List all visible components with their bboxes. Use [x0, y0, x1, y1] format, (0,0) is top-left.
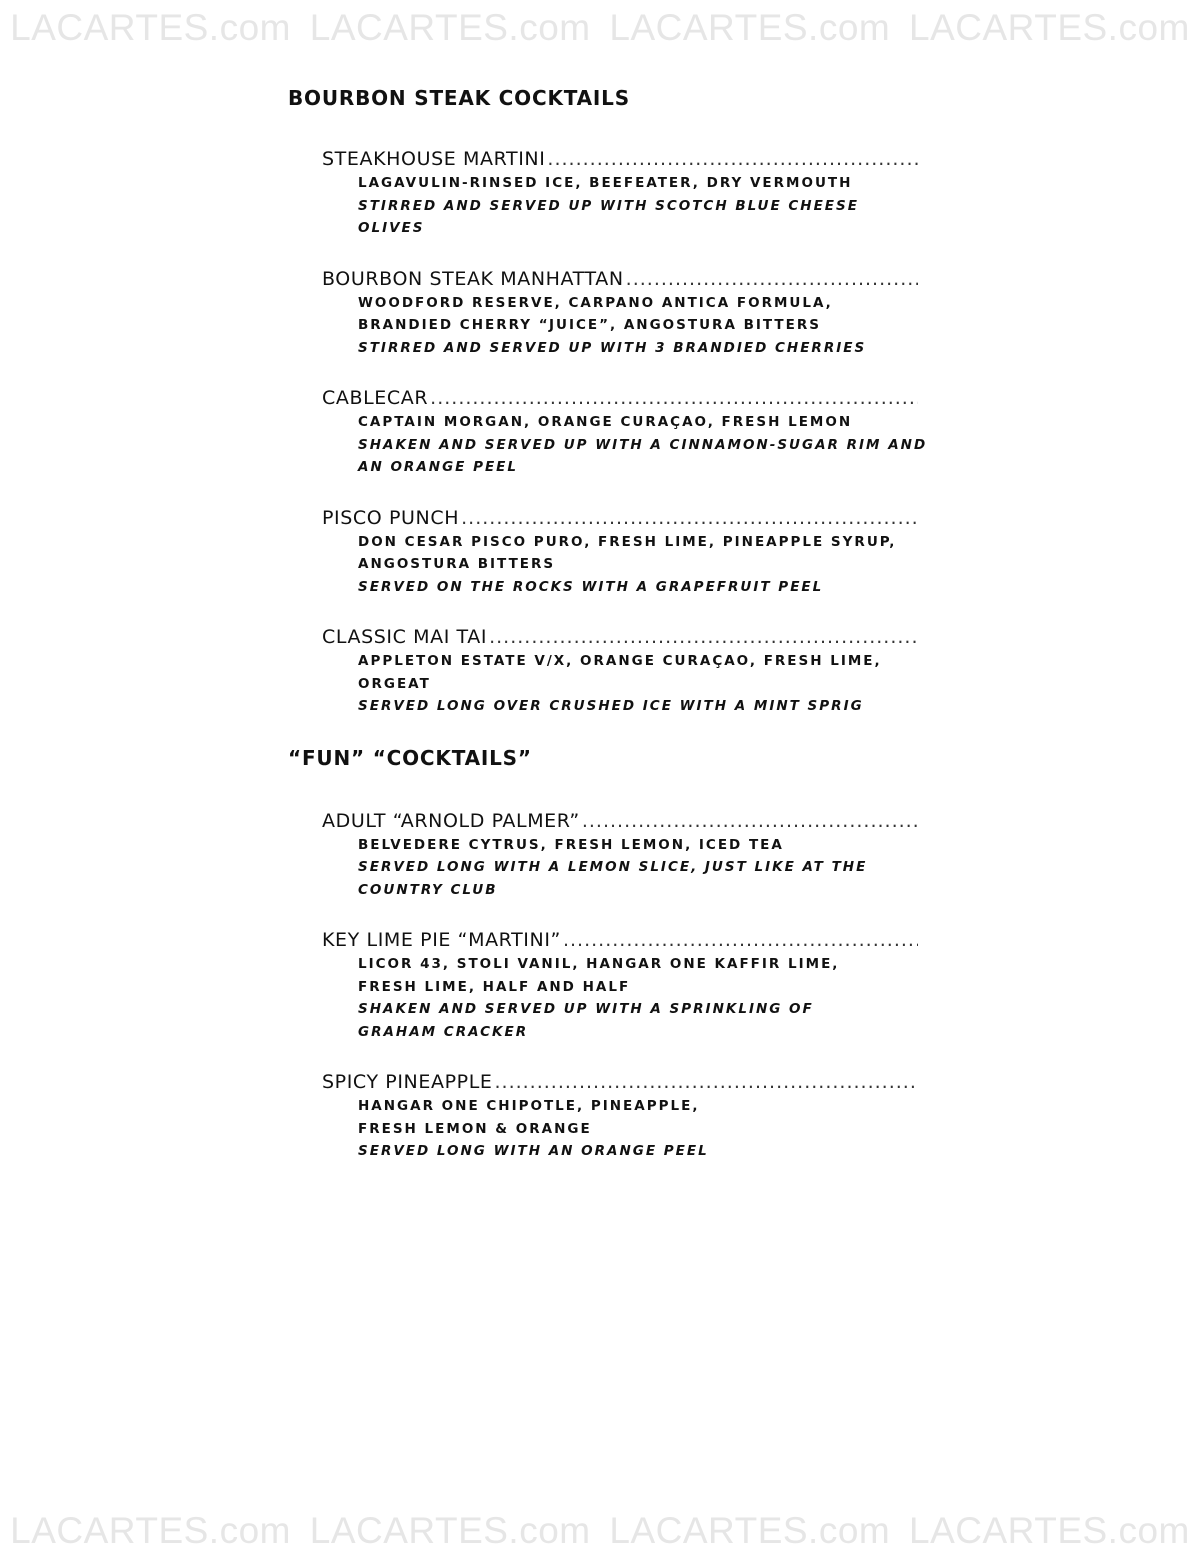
cocktail-menu — [288, 84, 948, 1189]
item-name: STEAKHOUSE MARTINI — [322, 148, 546, 170]
item-serving-note: SERVED LONG WITH A LEMON SLICE, JUST LIKE AT THE — [358, 859, 868, 875]
menu-section — [288, 84, 948, 718]
item-name: CLASSIC MAI TAI — [322, 626, 488, 648]
item-serving-note: COUNTRY CLUB — [358, 881, 498, 898]
item-name-row — [322, 505, 918, 531]
menu-item — [322, 266, 918, 360]
watermark-top: LACARTES.com LACARTES.com LACARTES.com LACARTES.com — [10, 7, 1190, 48]
item-serving-note: SHAKEN AND SERVED UP WITH A CINNAMON-SUGAR RIM AND — [358, 436, 928, 453]
menu-section — [288, 744, 948, 1163]
dot-leader — [626, 266, 918, 292]
item-serving-note: AN ORANGE PEEL — [358, 459, 519, 475]
item-serving-note: SERVED LONG WITH AN ORANGE PEEL — [358, 1143, 709, 1159]
section-title: BOURBON STEAK COCKTAILS — [288, 86, 630, 110]
item-ingredients: BELVEDERE CYTRUS, FRESH LEMON, ICED TEA — [358, 836, 784, 853]
item-serving-note: STIRRED AND SERVED UP WITH SCOTCH BLUE CHEESE — [358, 197, 859, 214]
item-ingredients: APPLETON ESTATE V/X, ORANGE CURAÇAO, FRESH LIME, — [358, 653, 882, 669]
item-name: ADULT “ARNOLD PALMER” — [322, 809, 580, 832]
item-ingredients: HANGAR ONE CHIPOTLE, PINEAPPLE, — [358, 1098, 700, 1114]
menu-item — [322, 385, 928, 479]
dot-leader — [489, 624, 918, 650]
item-ingredients: ANGOSTURA BITTERS — [358, 556, 556, 572]
item-name-row — [322, 266, 918, 292]
item-name-row — [322, 624, 918, 650]
item-ingredients: ORGEAT — [358, 675, 431, 692]
item-ingredients: FRESH LIME, HALF AND HALF — [358, 978, 631, 995]
menu-item — [322, 146, 918, 240]
item-name-row — [322, 146, 918, 172]
item-name-row — [322, 927, 918, 953]
menu-item — [322, 927, 918, 1043]
menu-item — [322, 808, 918, 902]
dot-leader — [494, 1069, 918, 1095]
item-name: KEY LIME PIE “MARTINI” — [322, 929, 561, 951]
menu-item — [322, 624, 918, 718]
item-ingredients: FRESH LEMON & ORANGE — [358, 1120, 592, 1137]
item-name-row — [322, 1069, 918, 1095]
item-name: PISCO PUNCH — [322, 506, 460, 529]
dot-leader — [430, 385, 918, 411]
dot-leader — [582, 808, 918, 834]
item-ingredients: WOODFORD RESERVE, CARPANO ANTICA FORMULA, — [358, 294, 833, 311]
item-name-row — [322, 385, 918, 411]
section-title: “FUN” “COCKTAILS” — [288, 745, 532, 770]
dot-leader — [461, 505, 918, 531]
dot-leader — [563, 927, 918, 953]
item-name-row — [322, 808, 918, 834]
item-name: SPICY PINEAPPLE — [322, 1071, 493, 1093]
item-ingredients: BRANDIED CHERRY “JUICE”, ANGOSTURA BITTERS — [358, 317, 821, 333]
menu-item — [322, 505, 918, 599]
item-serving-note: OLIVES — [358, 220, 425, 236]
item-ingredients: CAPTAIN MORGAN, ORANGE CURAÇAO, FRESH LEMON — [358, 414, 853, 430]
menu-item — [322, 1069, 918, 1163]
item-name: CABLECAR — [322, 387, 429, 409]
item-serving-note: SHAKEN AND SERVED UP WITH A SPRINKLING OF — [358, 1001, 814, 1017]
watermark-bottom: LACARTES.com LACARTES.com LACARTES.com LACARTES.com — [10, 1510, 1190, 1551]
item-serving-note: SERVED LONG OVER CRUSHED ICE WITH A MINT SPRIG — [358, 698, 864, 714]
item-ingredients: DON CESAR PISCO PURO, FRESH LIME, PINEAPPLE SYRUP, — [358, 533, 897, 550]
item-serving-note: STIRRED AND SERVED UP WITH 3 BRANDIED CHERRIES — [358, 339, 867, 356]
item-ingredients: LICOR 43, STOLI VANIL, HANGAR ONE KAFFIR LIME, — [358, 956, 840, 972]
item-name: BOURBON STEAK MANHATTAN — [322, 267, 624, 290]
item-serving-note: SERVED ON THE ROCKS WITH A GRAPEFRUIT PEEL — [358, 578, 824, 595]
dot-leader — [547, 146, 918, 172]
item-ingredients: LAGAVULIN-RINSED ICE, BEEFEATER, DRY VERMOUTH — [358, 175, 853, 191]
item-serving-note: GRAHAM CRACKER — [358, 1023, 529, 1040]
